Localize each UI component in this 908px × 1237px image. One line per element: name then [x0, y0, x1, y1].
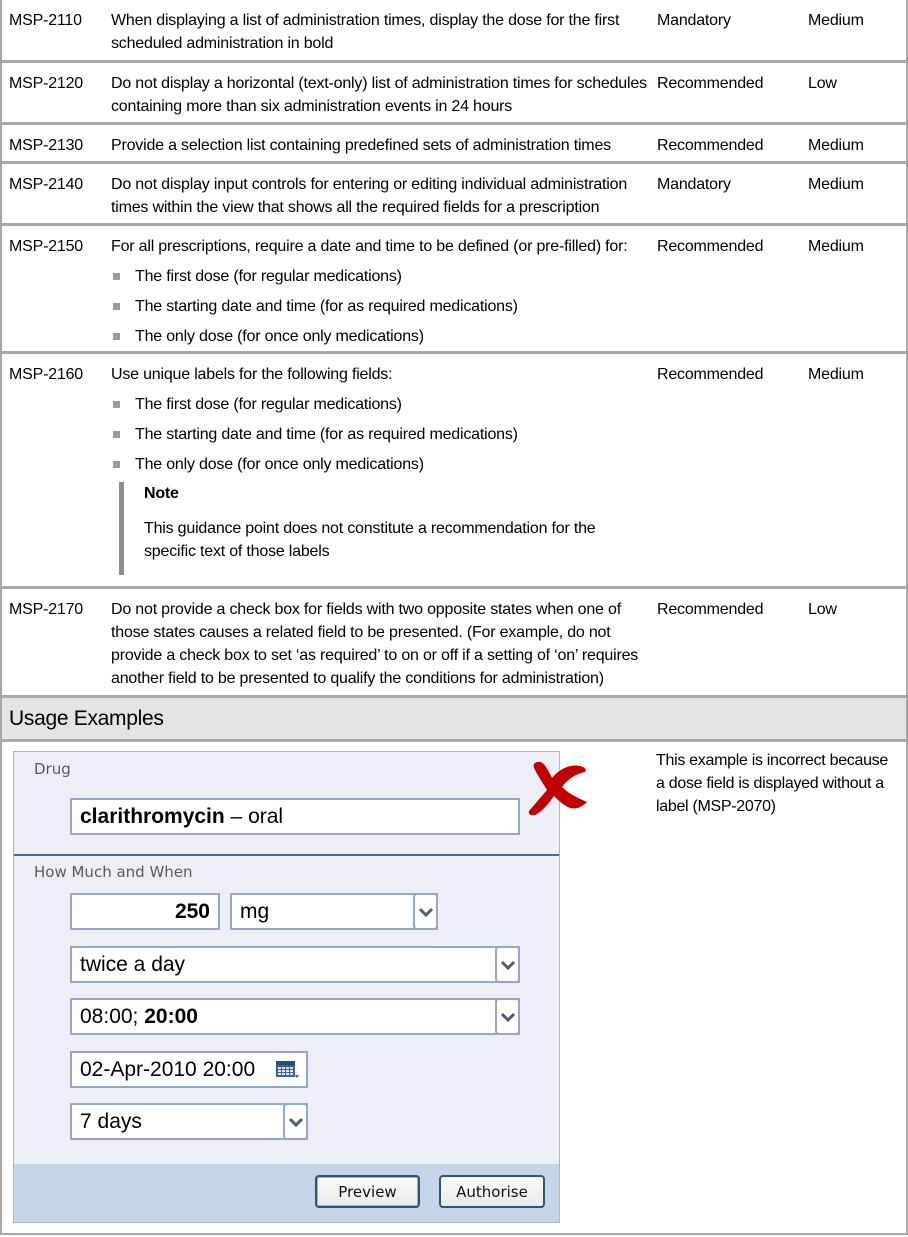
note-box — [119, 482, 651, 575]
prescription-form-example — [13, 751, 560, 1223]
example-explanation: This example is incorrect because a dose field is displayed without a label (MSP-2070) — [656, 752, 888, 815]
note-title: Note — [144, 485, 179, 502]
square-bullet-icon — [113, 461, 120, 468]
guideline-text — [111, 235, 651, 348]
table-row — [2, 63, 906, 125]
guideline-priority: Low — [808, 75, 837, 92]
table-row — [2, 226, 906, 354]
table-row — [2, 125, 906, 164]
dose-unit-select[interactable]: mg — [230, 893, 438, 930]
guideline-intro: Use unique labels for the following fields: — [111, 366, 393, 383]
guideline-type: Mandatory — [657, 176, 731, 193]
drug-label: Drug — [34, 760, 71, 778]
frequency-select[interactable]: twice a day — [70, 946, 520, 983]
guideline-text: Do not display a horizontal (text-only) list of administration times for schedules containing more than six administration events in 24 hours — [111, 75, 647, 115]
how-much-and-when-label: How Much and When — [34, 863, 193, 881]
chevron-down-icon[interactable] — [495, 946, 520, 983]
first-dose-time: 20:00 — [144, 1004, 198, 1028]
guideline-id: MSP-2120 — [9, 75, 83, 92]
bullet-item: The starting date and time (for as required medications) — [111, 295, 651, 318]
table-row — [2, 0, 906, 63]
section-divider — [14, 854, 559, 856]
guideline-id: MSP-2150 — [9, 238, 83, 255]
dose-input[interactable] — [70, 893, 220, 930]
guideline-type: Recommended — [657, 75, 764, 92]
drug-name: clarithromycin — [80, 804, 225, 828]
guideline-type: Recommended — [657, 601, 764, 618]
table-row — [2, 589, 906, 698]
bullet-list — [111, 393, 651, 476]
square-bullet-icon — [113, 273, 120, 280]
guideline-id: MSP-2130 — [9, 137, 83, 154]
bullet-list — [111, 265, 651, 348]
table-row — [2, 354, 906, 589]
bullet-item: The only dose (for once only medications) — [111, 325, 651, 348]
guideline-id: MSP-2160 — [9, 366, 83, 383]
table-row — [2, 164, 906, 226]
guideline-priority: Low — [808, 601, 837, 618]
guideline-text: Do not provide a check box for fields with two opposite states when one of those states causes a related field to be presented. (For example, do not provide a check box to set ‘as required’ to on or off if a setting of ‘on’ requires another field to be presented to qualify the conditions for administration) — [111, 601, 639, 687]
guideline-text: Provide a selection list containing predefined sets of administration times — [111, 137, 611, 154]
bullet-item: The first dose (for regular medications) — [111, 265, 651, 288]
guideline-priority: Medium — [808, 137, 864, 154]
guideline-text: When displaying a list of administration times, display the dose for the first scheduled administration in bold — [111, 12, 620, 52]
square-bullet-icon — [113, 431, 120, 438]
guideline-id: MSP-2110 — [9, 12, 82, 29]
usage-examples-heading: Usage Examples — [2, 698, 906, 742]
authorise-button[interactable]: Authorise — [439, 1175, 545, 1208]
guideline-priority: Medium — [808, 176, 864, 193]
drug-route: – oral — [224, 804, 284, 828]
chevron-down-icon[interactable] — [413, 893, 438, 930]
bullet-item: The starting date and time (for as required medications) — [111, 423, 651, 446]
duration-select[interactable]: 7 days — [70, 1103, 308, 1140]
chevron-down-icon[interactable] — [283, 1103, 308, 1140]
guideline-type: Recommended — [657, 137, 764, 154]
note-text: This guidance point does not constitute a recommendation for the specific text of those labels — [144, 520, 596, 560]
guideline-id: MSP-2170 — [9, 601, 83, 618]
guideline-priority: Medium — [808, 238, 864, 255]
guideline-id: MSP-2140 — [9, 176, 83, 193]
guideline-type: Recommended — [657, 366, 764, 383]
guideline-priority: Medium — [808, 12, 864, 29]
guideline-text — [111, 363, 651, 575]
chevron-down-icon[interactable] — [495, 998, 520, 1035]
guideline-intro: For all prescriptions, require a date and time to be defined (or pre-filled) for: — [111, 238, 628, 255]
bullet-item: The first dose (for regular medications) — [111, 393, 651, 416]
square-bullet-icon — [113, 401, 120, 408]
bullet-item: The only dose (for once only medications) — [111, 453, 651, 476]
guideline-type: Mandatory — [657, 12, 731, 29]
start-datetime-input[interactable]: 02-Apr-2010 20:00 — [70, 1051, 308, 1088]
guideline-type: Recommended — [657, 238, 764, 255]
incorrect-cross-icon — [525, 758, 591, 820]
administration-times-select[interactable]: 08:00; 20:00 — [70, 998, 520, 1035]
square-bullet-icon — [113, 333, 120, 340]
calendar-icon[interactable] — [276, 1061, 300, 1085]
drug-field[interactable] — [70, 798, 520, 835]
square-bullet-icon — [113, 303, 120, 310]
preview-button[interactable]: Preview — [315, 1175, 420, 1208]
dose-value: 250 — [174, 899, 210, 923]
guideline-priority: Medium — [808, 366, 864, 383]
guideline-text: Do not display input controls for entering or editing individual administration times within the view that shows all the required fields for a prescription — [111, 176, 628, 216]
